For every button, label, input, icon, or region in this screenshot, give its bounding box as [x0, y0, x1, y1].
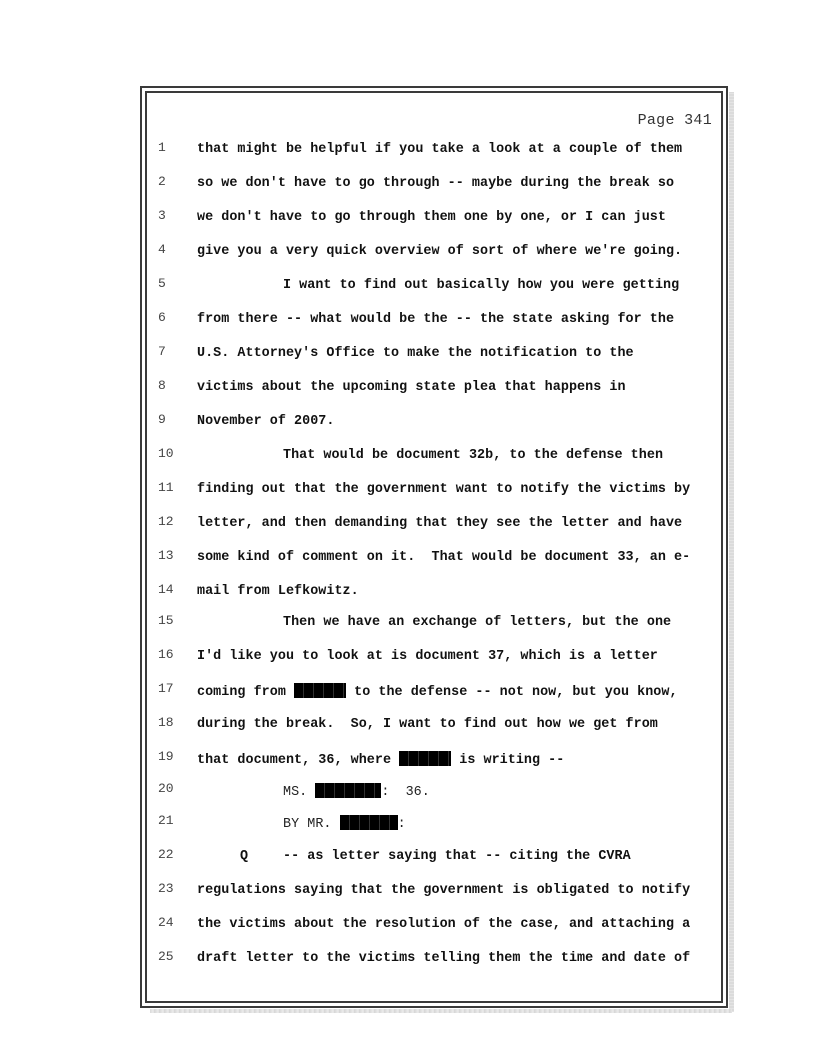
line-text-before: BY MR. — [283, 817, 340, 832]
line-number: 2 — [158, 174, 166, 189]
line-number: 10 — [158, 446, 174, 461]
line-number: 11 — [158, 480, 174, 495]
line-number: 3 — [158, 208, 166, 223]
line-number: 6 — [158, 310, 166, 325]
transcript-line — [0, 480, 816, 502]
line-text: November of 2007. — [197, 414, 335, 429]
line-text-before: MS. — [283, 785, 316, 800]
line-number: 14 — [158, 582, 174, 597]
transcript-line — [0, 715, 816, 737]
line-number: 23 — [158, 881, 174, 896]
line-number: 13 — [158, 548, 174, 563]
transcript-line — [0, 749, 816, 771]
line-number: 7 — [158, 344, 166, 359]
line-number: 18 — [158, 715, 174, 730]
transcript-line — [0, 915, 816, 937]
transcript-line — [0, 412, 816, 434]
line-text: that might be helpful if you take a look at a couple of them — [197, 142, 683, 157]
line-text: from there -- what would be the -- the state asking for the — [197, 312, 675, 327]
line-text: some kind of comment on it. That would be document 33, an e- — [197, 550, 691, 565]
transcript-line — [0, 174, 816, 196]
line-number: 21 — [158, 813, 174, 828]
transcript-line — [0, 781, 816, 803]
redaction-block — [315, 783, 381, 798]
line-number: 24 — [158, 915, 174, 930]
line-number: 15 — [158, 613, 174, 628]
transcript-line — [0, 514, 816, 536]
transcript-line — [0, 813, 816, 835]
transcript-line — [0, 242, 816, 264]
line-text-after: : — [397, 817, 406, 832]
line-number: 19 — [158, 749, 174, 764]
line-text — [283, 815, 406, 832]
transcript-line — [0, 310, 816, 332]
line-number: 20 — [158, 781, 174, 796]
line-text: victims about the upcoming state plea that happens in — [197, 380, 626, 395]
line-text: during the break. So, I want to find out how we get from — [197, 717, 658, 732]
transcript-line — [0, 276, 816, 298]
transcript-line — [0, 949, 816, 971]
line-text-before: that document, 36, where — [197, 753, 400, 768]
line-number: 22 — [158, 847, 174, 862]
transcript-line — [0, 548, 816, 570]
page-number: Page 341 — [637, 112, 712, 129]
line-text: I want to find out basically how you were getting — [283, 278, 680, 293]
line-number: 25 — [158, 949, 174, 964]
line-text — [197, 751, 564, 768]
transcript-line — [0, 613, 816, 635]
transcript-line — [0, 881, 816, 903]
transcript-line — [0, 140, 816, 162]
line-text: so we don't have to go through -- maybe during the break so — [197, 176, 675, 191]
line-text: the victims about the resolution of the case, and attaching a — [197, 917, 691, 932]
line-text: we don't have to go through them one by one, or I can just — [197, 210, 666, 225]
line-number: 12 — [158, 514, 174, 529]
transcript-line — [0, 847, 816, 869]
redaction-block — [340, 815, 398, 830]
transcript-line — [0, 378, 816, 400]
line-text: letter, and then demanding that they see the letter and have — [197, 516, 683, 531]
line-text: draft letter to the victims telling them the time and date of — [197, 951, 691, 966]
line-text-before: coming from — [197, 685, 295, 700]
line-text: regulations saying that the government is obligated to notify — [197, 883, 691, 898]
transcript-line — [0, 647, 816, 669]
line-text: give you a very quick overview of sort of where we're going. — [197, 244, 683, 259]
line-text: I'd like you to look at is document 37, which is a letter — [197, 649, 658, 664]
line-text: -- as letter saying that -- citing the CVRA — [283, 849, 631, 864]
line-text: mail from Lefkowitz. — [197, 584, 359, 599]
transcript-line — [0, 344, 816, 366]
line-text: That would be document 32b, to the defense then — [283, 448, 664, 463]
line-number: 1 — [158, 140, 166, 155]
transcript-line — [0, 582, 816, 604]
line-text: U.S. Attorney's Office to make the notification to the — [197, 346, 634, 361]
transcript-line — [0, 208, 816, 230]
line-text-after: is writing -- — [451, 753, 565, 768]
redaction-block — [294, 683, 346, 698]
line-text — [197, 683, 678, 700]
transcript-line — [0, 446, 816, 468]
line-number: 17 — [158, 681, 174, 696]
line-number: 8 — [158, 378, 166, 393]
line-number: 5 — [158, 276, 166, 291]
line-text — [283, 783, 430, 800]
line-text: Then we have an exchange of letters, but the one — [283, 615, 672, 630]
line-text-after: : 36. — [381, 785, 430, 800]
frame-shadow-bottom — [150, 1009, 732, 1013]
line-number: 16 — [158, 647, 174, 662]
transcript-line — [0, 681, 816, 703]
question-label: Q — [240, 849, 249, 864]
redaction-block — [399, 751, 451, 766]
line-number: 4 — [158, 242, 166, 257]
line-number: 9 — [158, 412, 166, 427]
line-text-after: to the defense -- not now, but you know, — [346, 685, 678, 700]
line-text: finding out that the government want to notify the victims by — [197, 482, 691, 497]
